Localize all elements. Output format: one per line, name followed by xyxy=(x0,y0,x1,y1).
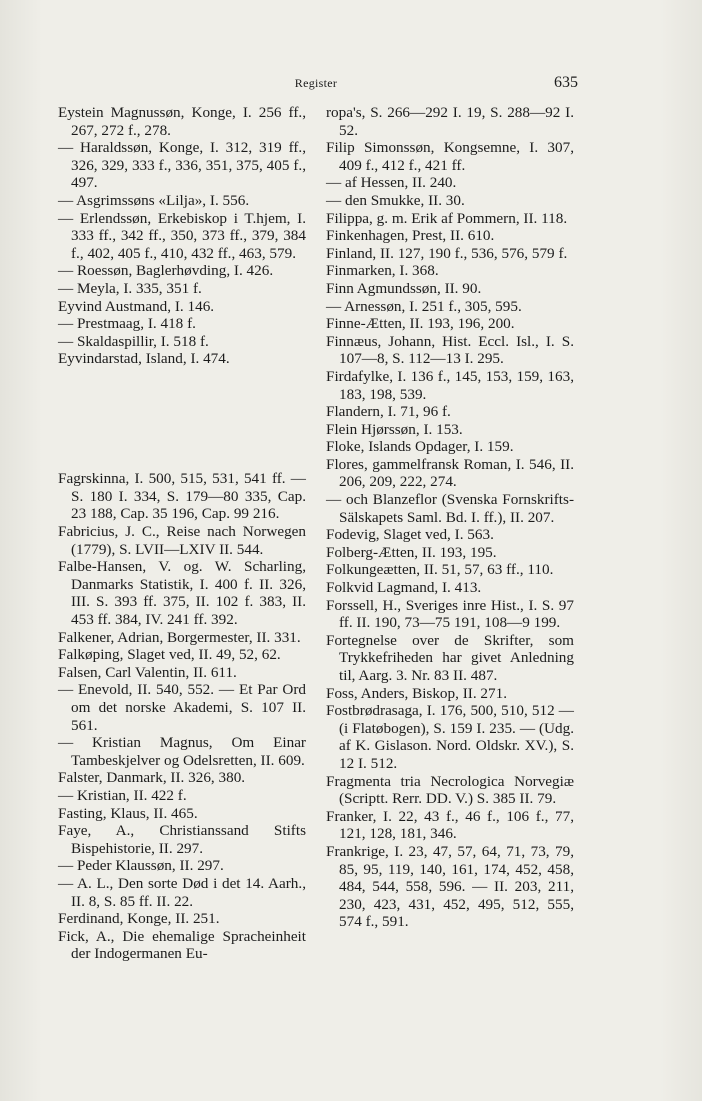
index-entry: Fortegnelse over de Skrifter, som Trykkefriheden har givet Anledning til, Aarg. 3. Nr. 83 II. 487. xyxy=(326,631,574,684)
index-entry: Finkenhagen, Prest, II. 610. xyxy=(326,227,495,245)
index-entry: Fostbrødrasaga, I. 176, 500, 510, 512 — (i Flatøbogen), S. 159 I. 235. — (Udg. af K. Gislason. Nord. Oldskr. XV.), S. 12 I. 512. xyxy=(326,702,574,772)
index-entry: Fasting, Klaus, II. 465. xyxy=(58,804,198,822)
index-entry: Filippa, g. m. Erik af Pommern, II. 118. xyxy=(326,209,568,227)
index-entry: Finnæus, Johann, Hist. Eccl. Isl., I. S. 107—8, S. 112—13 I. 295. xyxy=(326,332,574,368)
index-entry: — Roessøn, Baglerhøvding, I. 426. xyxy=(58,262,274,280)
index-entry: — Enevold, II. 540, 552. — Et Par Ord om det norske Akademi, S. 107 II. 561. xyxy=(58,681,306,734)
index-entry: Falsen, Carl Valentin, II. 611. xyxy=(58,663,237,681)
index-entry: — Peder Klaussøn, II. 297. xyxy=(58,857,224,875)
index-entry: — Kristian Magnus, Om Einar Tambeskjelver og Odelsretten, II. 609. xyxy=(58,734,306,769)
index-entry: Folkungeætten, II. 51, 57, 63 ff., 110. xyxy=(326,561,554,579)
index-entry: Frankrige, I. 23, 47, 57, 64, 71, 73, 79, 85, 95, 119, 140, 161, 174, 452, 458, 484, 544, 558, 596. — II. 203, 211, 230, 423, 431, 452, 495, 512, 555, 574 f., 591. xyxy=(326,842,574,931)
index-entry: Flandern, I. 71, 96 f. xyxy=(326,403,451,421)
index-entry: — Kristian, II. 422 f. xyxy=(58,786,187,804)
index-entry: Eyvind Austmand, I. 146. xyxy=(58,297,215,315)
index-entry: Firdafylke, I. 136 f., 145, 153, 159, 163, 183, 198, 539. xyxy=(326,367,574,403)
index-entry: — A. L., Den sorte Død i det 14. Aarh., II. 8, S. 85 ff. II. 22. xyxy=(58,874,306,910)
index-entry: Fabricius, J. C., Reise nach Norwegen (1779), S. LVII—LXIV II. 544. xyxy=(58,523,306,558)
section-gap xyxy=(58,383,306,455)
index-entry: Fick, A., Die ehemalige Spracheinheit der Indogermanen Eu- xyxy=(58,927,306,963)
index-entry: Ferdinand, Konge, II. 251. xyxy=(58,910,220,928)
running-header xyxy=(58,74,578,94)
index-entry: Falkøping, Slaget ved, II. 49, 52, 62. xyxy=(58,646,281,664)
index-entry: Franker, I. 22, 43 f., 46 f., 106 f., 77, 121, 128, 181, 346. xyxy=(326,807,574,843)
index-entry: — den Smukke, II. 30. xyxy=(326,191,465,209)
index-entry: — Meyla, I. 335, 351 f. xyxy=(58,279,202,297)
index-entry: Forssell, H., Sveriges inre Hist., I. S. 97 ff. II. 190, 73—75 191, 108—9 199. xyxy=(326,596,574,632)
index-entry: — Arnessøn, I. 251 f., 305, 595. xyxy=(326,297,522,315)
index-entry: Finmarken, I. 368. xyxy=(326,262,439,280)
index-entry: Falbe-Hansen, V. og. W. Scharling, Danmarks Statistik, I. 400 f. II. 326, III. S. 393 ff. 375, II. 102 f. 383, II. 453 ff. 384, IV. 241 ff. 392. xyxy=(58,558,306,629)
index-entry: Fagrskinna, I. 500, 515, 531, 541 ff. — S. 180 I. 334, S. 179—80 335, Cap. 23 188, Cap. 35 196, Cap. 99 216. xyxy=(58,470,306,523)
index-entry: Folberg-Ætten, II. 193, 195. xyxy=(326,543,497,561)
header-title: Register xyxy=(294,76,338,90)
index-entry: — Erlendssøn, Erkebiskop i T.hjem, I. 333 ff., 342 ff., 350, 373 ff., 379, 384 f., 402, 405 f., 410, 432 ff., 463, 579. xyxy=(58,209,306,262)
index-entry: — och Blanzeflor (Svenska Fornskrifts-Sälskapets Saml. Bd. I. ff.), II. 207. xyxy=(326,491,574,526)
index-entry: — Skaldaspillir, I. 518 f. xyxy=(58,332,209,350)
index-entry: Eyvindarstad, Island, I. 474. xyxy=(58,350,230,368)
index-entry: Finland, II. 127, 190 f., 536, 576, 579 f. xyxy=(326,244,568,262)
index-column-left xyxy=(58,104,306,963)
index-entry: — Asgrimssøns «Lilja», I. 556. xyxy=(58,191,250,209)
index-entry: Falster, Danmark, II. 326, 380. xyxy=(58,769,246,787)
index-entry: Fragmenta tria Necrologica Norvegiæ (Scriptt. Rerr. DD. V.) S. 385 II. 79. xyxy=(326,772,574,808)
index-entry: Faye, A., Christianssand Stifts Bispehistorie, II. 297. xyxy=(58,822,306,857)
index-entry: Eystein Magnussøn, Konge, I. 256 ff., 267, 272 f., 278. xyxy=(58,104,306,139)
index-entry: ropa's, S. 266—292 I. 19, S. 288—92 I. 52. xyxy=(326,104,574,139)
index-entry: Finne-Ætten, II. 193, 196, 200. xyxy=(326,315,515,333)
index-column-right xyxy=(326,104,574,931)
index-entry: Floke, Islands Opdager, I. 159. xyxy=(326,438,514,456)
index-entry: Flores, gammelfransk Roman, I. 546, II. 206, 209, 222, 274. xyxy=(326,455,574,491)
index-entry: — Haraldssøn, Konge, I. 312, 319 ff., 326, 329, 333 f., 336, 351, 375, 405 f., 497. xyxy=(58,139,306,192)
index-entry: Fodevig, Slaget ved, I. 563. xyxy=(326,526,494,544)
index-entry: Foss, Anders, Biskop, II. 271. xyxy=(326,684,507,702)
page-number: 635 xyxy=(554,74,578,91)
index-entry: Falkener, Adrian, Borgermester, II. 331. xyxy=(58,628,301,646)
index-entry: Flein Hjørssøn, I. 153. xyxy=(326,420,463,438)
index-entry: Folkvid Lagmand, I. 413. xyxy=(326,579,482,597)
index-entry: Finn Agmundssøn, II. 90. xyxy=(326,279,482,297)
index-entry: — Prestmaag, I. 418 f. xyxy=(58,315,196,333)
index-entry: — af Hessen, II. 240. xyxy=(326,174,457,192)
index-entry: Filip Simonssøn, Kongsemne, I. 307, 409 f., 412 f., 421 ff. xyxy=(326,139,574,174)
